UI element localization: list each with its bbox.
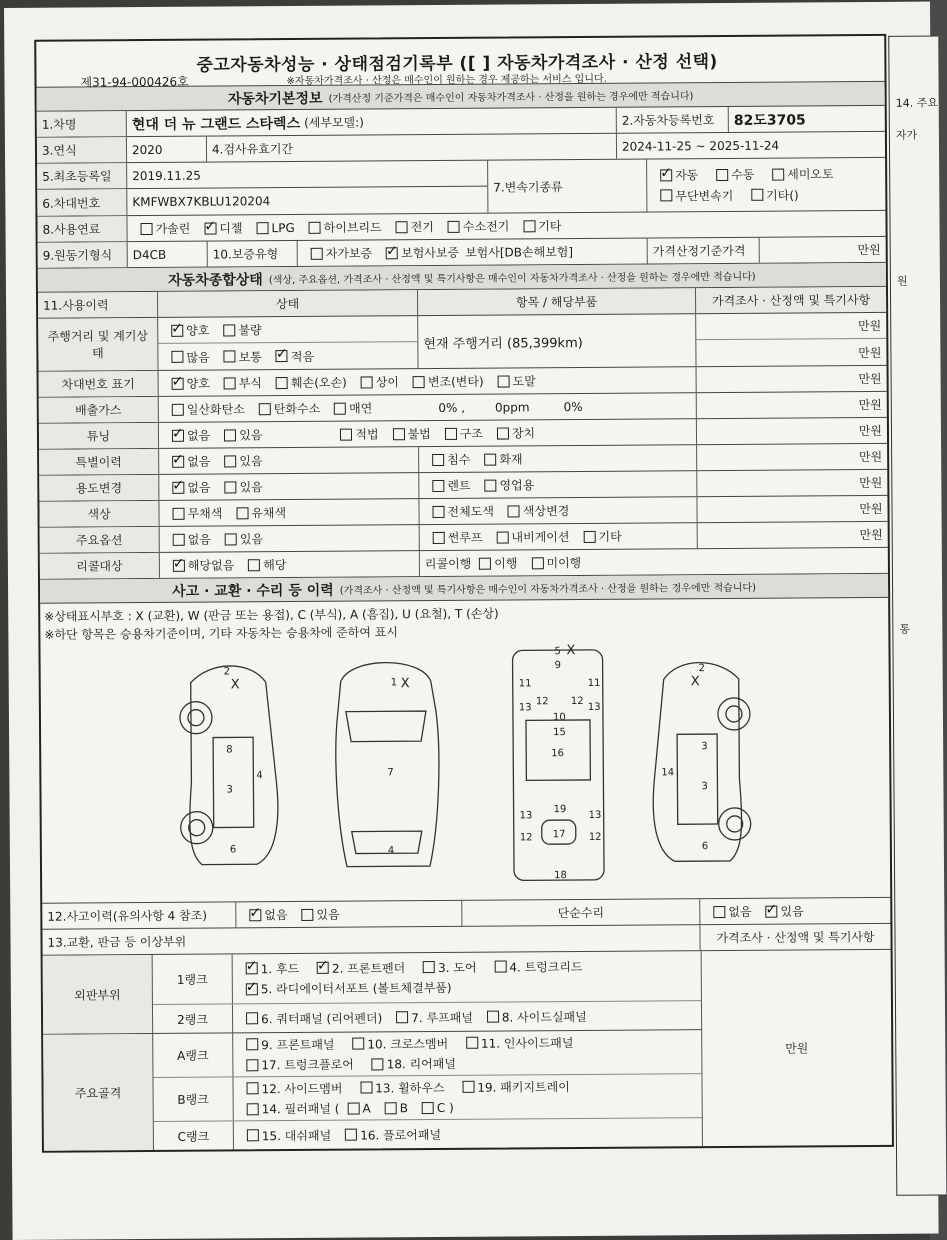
part-number: 4 bbox=[256, 770, 263, 782]
checkbox[interactable] bbox=[172, 377, 184, 389]
checkbox[interactable] bbox=[484, 479, 496, 491]
hc-value: 0ppm bbox=[494, 399, 530, 415]
option-label: 일산화탄소 bbox=[186, 402, 245, 417]
option-label: 해당없음 bbox=[187, 558, 235, 573]
option-label: 영업용 bbox=[499, 478, 535, 493]
document-number: 제31-94-000426호 bbox=[80, 74, 189, 90]
checkbox[interactable] bbox=[583, 530, 595, 542]
option-label: 있음 bbox=[239, 454, 263, 469]
option-label: 도말 bbox=[512, 374, 536, 389]
checkbox[interactable] bbox=[432, 453, 444, 465]
checkbox[interactable] bbox=[396, 1011, 408, 1023]
option-label: 썬루프 bbox=[447, 530, 483, 545]
part-number: 17 bbox=[552, 829, 566, 841]
column-header: 항목 / 해당부품 bbox=[418, 288, 696, 315]
checkbox[interactable] bbox=[246, 1012, 258, 1024]
option-label: 없음 bbox=[187, 480, 211, 495]
checkbox[interactable] bbox=[204, 222, 216, 234]
checkbox[interactable] bbox=[236, 507, 248, 519]
checkbox[interactable] bbox=[246, 1038, 258, 1050]
option-label: 보통 bbox=[238, 349, 262, 364]
checkbox[interactable] bbox=[496, 531, 508, 543]
unit-won: 만원 bbox=[857, 242, 881, 258]
unit-won: 만원 bbox=[858, 371, 882, 387]
checkbox[interactable] bbox=[173, 533, 185, 545]
checkbox[interactable] bbox=[361, 376, 373, 388]
part-number: 14 bbox=[661, 767, 675, 779]
label: 3.연식 bbox=[37, 137, 127, 163]
checkbox[interactable] bbox=[765, 905, 777, 917]
label: 색상 bbox=[39, 501, 159, 527]
checkbox[interactable] bbox=[276, 350, 288, 362]
label: 리콜대상 bbox=[40, 553, 160, 579]
section-title: 자동차종합상태 bbox=[168, 271, 263, 289]
option-label: 자가보증 bbox=[325, 246, 373, 261]
windshield-outline bbox=[346, 711, 426, 742]
checkbox[interactable] bbox=[386, 247, 398, 259]
checkbox[interactable] bbox=[224, 481, 236, 493]
option-label: 있음 bbox=[316, 907, 340, 922]
side-text: 원 bbox=[896, 274, 908, 288]
unit-won: 만원 bbox=[858, 345, 882, 360]
option-label: 14. 필러패널 ( bbox=[261, 1101, 340, 1117]
checkbox[interactable] bbox=[487, 1011, 499, 1023]
part-number: 13 bbox=[518, 702, 532, 714]
checkbox[interactable] bbox=[224, 429, 236, 441]
option-label: 적법 bbox=[355, 427, 379, 442]
checkbox[interactable] bbox=[448, 220, 460, 232]
option-label: 무채색 bbox=[187, 506, 223, 521]
wheel-icon bbox=[719, 808, 751, 840]
car-model-detail: (세부모델:) bbox=[304, 115, 364, 130]
unit-won: 만원 bbox=[858, 423, 883, 439]
engine-type: D4CB bbox=[128, 242, 208, 268]
option-label: 렌트 bbox=[447, 478, 471, 493]
rear-window-outline bbox=[352, 831, 422, 853]
part-number: 6 bbox=[229, 844, 237, 856]
checkbox[interactable] bbox=[372, 1058, 384, 1070]
part-number: 12 bbox=[570, 695, 584, 708]
unit-won: 만원 bbox=[859, 501, 883, 517]
label: 6.차대번호 bbox=[37, 189, 127, 216]
co-value: 0% , bbox=[438, 400, 466, 415]
section-note: (색상, 주요옵션, 가격조사 · 산정액 및 특기사항은 매수인이 자동차가격조사 · 산정을 원하는 경우에만 적습니다) bbox=[268, 271, 756, 287]
option-label: B bbox=[399, 1100, 408, 1116]
checkbox[interactable] bbox=[385, 1102, 397, 1114]
section-note: (가격조사 · 산정액 및 특기사항은 매수인이 자동차가격조사 · 산정을 원하는 경우에만 적습니다) bbox=[339, 582, 757, 597]
part-number: 4 bbox=[387, 845, 395, 857]
option-label: 탄화수소 bbox=[273, 401, 321, 417]
option-label: 전체도색 bbox=[447, 504, 494, 519]
checkbox[interactable] bbox=[423, 961, 435, 973]
part-number: 3 bbox=[701, 741, 708, 753]
option-label: A bbox=[362, 1101, 371, 1116]
label: 1.차명 bbox=[37, 111, 127, 137]
option-label: 훼손(오손) bbox=[290, 375, 347, 391]
label: 단순수리 bbox=[462, 899, 700, 926]
option-label: 3. 도어 bbox=[438, 960, 477, 975]
checkbox[interactable] bbox=[497, 427, 509, 439]
part-number: 13 bbox=[587, 701, 601, 713]
option-label: 10. 크로스멤버 bbox=[367, 1036, 449, 1051]
option-label: 5. 라디에이터서포트 (볼트체결부품) bbox=[260, 980, 452, 997]
checkbox[interactable] bbox=[660, 169, 672, 181]
checkbox[interactable] bbox=[311, 247, 323, 259]
section-title: 자동차기본정보 bbox=[227, 90, 323, 107]
unit-won: 만원 bbox=[859, 475, 883, 491]
row-reg-vin bbox=[37, 158, 885, 217]
part-number: 16 bbox=[551, 748, 564, 760]
checkbox[interactable] bbox=[172, 429, 184, 441]
option-label: 18. 리어패널 bbox=[386, 1056, 456, 1072]
car-door-outline bbox=[213, 737, 254, 827]
option-label: 내비게이션 bbox=[511, 530, 570, 545]
option-label: 침수 bbox=[447, 452, 471, 467]
option-label: 불법 bbox=[407, 427, 431, 442]
first-registration-date: 2019.11.25 bbox=[132, 168, 201, 183]
option-label: 디젤 bbox=[219, 221, 243, 236]
option-label: 15. 대쉬패널 bbox=[261, 1128, 332, 1143]
inspection-form bbox=[34, 34, 894, 1153]
checkbox[interactable] bbox=[246, 1059, 258, 1071]
option-label: 해당 bbox=[263, 558, 287, 573]
unit-won: 만원 bbox=[701, 950, 892, 1146]
legend-symbols: ※상태표시부호 : X (교환), W (판금 또는 용접), C (부식), A (흠집), U (요철), T (손상) bbox=[44, 606, 499, 624]
part-number: 7 bbox=[387, 767, 394, 779]
option-label: 없음 bbox=[187, 532, 211, 547]
part-number: 9 bbox=[554, 660, 562, 672]
label: 2랭크 bbox=[153, 1004, 233, 1033]
wheel-icon bbox=[181, 812, 213, 844]
label: 13.교환, 판금 등 이상부위 bbox=[42, 925, 700, 955]
checkbox[interactable] bbox=[716, 168, 728, 180]
checkbox[interactable] bbox=[141, 222, 153, 234]
checkbox[interactable] bbox=[494, 961, 506, 973]
option-label: 있음 bbox=[239, 428, 263, 443]
option-label: 화재 bbox=[499, 452, 523, 467]
label: A랭크 bbox=[153, 1033, 233, 1077]
option-label: 17. 트렁크플로어 bbox=[261, 1057, 354, 1073]
option-label: 없음 bbox=[186, 428, 211, 443]
option-label: 자동 bbox=[675, 168, 699, 183]
checkbox[interactable] bbox=[172, 455, 184, 467]
label: 특별이력 bbox=[39, 449, 159, 475]
label: 주행거리 및 계기상태 bbox=[38, 318, 158, 371]
checkbox[interactable] bbox=[523, 220, 535, 232]
inspection-period: 2024-11-25 ~ 2025-11-24 bbox=[621, 138, 780, 154]
part-number: 18 bbox=[554, 870, 567, 882]
option-label: 16. 플로어패널 bbox=[360, 1127, 442, 1143]
option-label: LPG bbox=[271, 220, 295, 235]
option-label: 기타 bbox=[538, 219, 562, 234]
vin: KMFWBX7KBLU120204 bbox=[132, 194, 271, 210]
checkbox[interactable] bbox=[247, 1103, 259, 1115]
insurance-company: 보험사[DB손해보험] bbox=[465, 245, 574, 260]
option-label: 많음 bbox=[186, 350, 210, 365]
option-label: 기타() bbox=[766, 187, 799, 203]
option-label: 부식 bbox=[238, 376, 263, 391]
side-text: 통 bbox=[899, 622, 911, 636]
unit-won: 만원 bbox=[858, 318, 882, 334]
option-label: 수동 bbox=[731, 167, 755, 182]
car-left-side-outline bbox=[189, 666, 279, 865]
section-title: 사고 · 교환 · 수리 등 이력 bbox=[172, 582, 334, 600]
checkbox[interactable] bbox=[508, 505, 520, 517]
part-number: 8 bbox=[226, 744, 233, 756]
current-mileage: 현재 주행거리 (85,399km) bbox=[418, 314, 696, 368]
side-text: 자가 bbox=[895, 128, 918, 142]
checkbox[interactable] bbox=[479, 557, 491, 569]
part-number: 2 bbox=[223, 666, 231, 678]
option-label: 불량 bbox=[238, 323, 262, 338]
part-number: 2 bbox=[698, 663, 706, 675]
checkbox[interactable] bbox=[172, 481, 184, 493]
label: 5.최초등록일 bbox=[37, 163, 127, 189]
service-note: ※자동차가격조사 · 산정은 매수인이 원하는 경우 제공하는 서비스 입니다. bbox=[286, 73, 607, 88]
checkbox[interactable] bbox=[247, 1129, 259, 1141]
checkbox[interactable] bbox=[484, 453, 496, 465]
option-label: 이행 bbox=[494, 556, 518, 571]
label: 용도변경 bbox=[39, 475, 159, 501]
option-label: 6. 쿼터패널 (리어펜더) bbox=[261, 1010, 383, 1026]
checkbox[interactable] bbox=[224, 455, 236, 467]
checkbox[interactable] bbox=[433, 531, 445, 543]
checkbox[interactable] bbox=[172, 403, 184, 415]
option-label: 8. 사이드실패널 bbox=[501, 1009, 587, 1025]
checkbox[interactable] bbox=[276, 377, 288, 389]
next-page-edge bbox=[888, 35, 946, 1195]
exchange-mark: X bbox=[566, 643, 576, 659]
exchange-mark: X bbox=[690, 674, 700, 690]
checkbox[interactable] bbox=[445, 427, 457, 439]
checkbox[interactable] bbox=[531, 557, 543, 569]
checkbox[interactable] bbox=[751, 189, 763, 201]
checkbox[interactable] bbox=[660, 189, 672, 201]
checkbox[interactable] bbox=[360, 1082, 372, 1094]
checkbox[interactable] bbox=[225, 533, 237, 545]
wheel-icon bbox=[189, 820, 205, 836]
option-label: 13. 휠하우스 bbox=[375, 1080, 445, 1096]
option-label: 상이 bbox=[375, 375, 399, 390]
option-label: 기타 bbox=[598, 529, 622, 544]
checkbox[interactable] bbox=[462, 1081, 474, 1093]
option-label: 2. 프론트펜더 bbox=[331, 960, 406, 976]
car-top-outline bbox=[335, 662, 439, 866]
smoke-value: 0% bbox=[563, 399, 583, 414]
label: 배출가스 bbox=[39, 397, 159, 423]
label: 외판부위 bbox=[43, 955, 154, 1034]
legend-note: ※하단 항목은 승용차기준이며, 기타 자동차는 승용차에 준하여 표시 bbox=[44, 625, 398, 642]
paper-sheet bbox=[4, 2, 939, 1240]
checkbox[interactable] bbox=[223, 324, 235, 336]
option-label: 전기 bbox=[410, 220, 434, 235]
option-label: C ) bbox=[436, 1100, 454, 1115]
checkbox[interactable] bbox=[224, 350, 236, 362]
part-number: 5 bbox=[554, 646, 561, 658]
option-label: 4. 트렁크리드 bbox=[509, 959, 583, 974]
part-number: 15 bbox=[553, 727, 566, 739]
label: 주요골격 bbox=[43, 1034, 154, 1151]
checkbox[interactable] bbox=[340, 428, 352, 440]
checkbox[interactable] bbox=[432, 505, 444, 517]
part-number: 12 bbox=[519, 832, 533, 844]
checkbox[interactable] bbox=[173, 559, 185, 571]
checkbox[interactable] bbox=[393, 428, 405, 440]
exchange-table bbox=[43, 950, 892, 1151]
unit-won: 만원 bbox=[859, 527, 883, 543]
checkbox[interactable] bbox=[259, 403, 271, 415]
label: 1랭크 bbox=[153, 954, 233, 1004]
option-label: 무단변속기 bbox=[675, 188, 734, 203]
part-number: 12 bbox=[588, 831, 602, 843]
label: 4.검사유효기간 bbox=[207, 134, 617, 162]
option-label: 1. 후드 bbox=[260, 961, 300, 976]
checkbox[interactable] bbox=[317, 962, 329, 974]
option-label: 미이행 bbox=[546, 555, 582, 571]
checkbox[interactable] bbox=[432, 479, 444, 491]
section-note: (가격산정 기준가격은 매수인이 자동차가격조사 · 산정을 원하는 경우에만 적습니다) bbox=[328, 91, 694, 105]
column-header: 가격조사 · 산정액 및 특기사항 bbox=[711, 292, 871, 309]
label: B랭크 bbox=[153, 1077, 233, 1121]
part-number: 10 bbox=[552, 712, 566, 724]
unit-won: 만원 bbox=[858, 397, 882, 413]
checkbox[interactable] bbox=[224, 377, 236, 389]
checkbox[interactable] bbox=[498, 375, 510, 387]
checkbox[interactable] bbox=[247, 1082, 259, 1094]
option-label: 12. 사이드멤버 bbox=[261, 1081, 343, 1096]
checkbox[interactable] bbox=[347, 1102, 359, 1114]
checkbox[interactable] bbox=[256, 222, 268, 234]
column-header: 상태 bbox=[158, 290, 418, 317]
registration-number: 82도3705 bbox=[733, 111, 806, 129]
option-label: 장치 bbox=[511, 426, 536, 441]
option-label: 하이브리드 bbox=[323, 220, 382, 235]
checkbox[interactable] bbox=[246, 962, 258, 974]
label: 리콜이행 bbox=[424, 556, 472, 572]
option-label: 수소전기 bbox=[462, 219, 510, 234]
option-label: 변조(변타) bbox=[427, 374, 484, 390]
car-door-outline bbox=[677, 734, 718, 824]
part-number: 6 bbox=[701, 841, 709, 853]
label: 12.사고이력(유의사항 4 참조) bbox=[42, 902, 236, 928]
label: 8.사용연료 bbox=[37, 216, 127, 242]
side-text: 14. 주요 bbox=[895, 96, 938, 110]
label: 9.원동기형식 bbox=[38, 242, 128, 268]
label: 튜닝 bbox=[39, 423, 159, 449]
part-number: 11 bbox=[518, 678, 532, 690]
option-label: 가솔린 bbox=[155, 221, 191, 236]
part-number: 3 bbox=[226, 784, 233, 796]
label: 가격산정기준가격 bbox=[648, 238, 760, 264]
checkbox[interactable] bbox=[249, 909, 261, 921]
checkbox[interactable] bbox=[246, 983, 258, 995]
option-label: 있음 bbox=[780, 904, 804, 919]
row-mileage bbox=[38, 313, 886, 372]
option-label: 있음 bbox=[239, 480, 263, 495]
unit-won: 만원 bbox=[858, 449, 883, 465]
checkbox[interactable] bbox=[466, 1037, 478, 1049]
part-number: 1 bbox=[390, 677, 398, 689]
checkbox[interactable] bbox=[413, 376, 425, 388]
checkbox[interactable] bbox=[396, 221, 408, 233]
checkbox[interactable] bbox=[422, 1102, 434, 1114]
option-label: 없음 bbox=[264, 908, 288, 923]
option-label: 9. 프론트패널 bbox=[261, 1037, 335, 1052]
checkbox[interactable] bbox=[334, 402, 346, 414]
column-header: 11.사용이력 bbox=[38, 292, 158, 318]
option-label: 보험사보증 bbox=[401, 245, 460, 261]
label: 7.변속기종류 bbox=[487, 160, 647, 213]
checkbox[interactable] bbox=[248, 559, 260, 571]
part-number: 11 bbox=[587, 677, 601, 689]
car-name: 현대 더 뉴 그랜드 스타렉스 bbox=[131, 115, 301, 133]
form-title-row bbox=[36, 36, 884, 88]
checkbox[interactable] bbox=[301, 908, 313, 920]
option-label: 구조 bbox=[459, 426, 483, 441]
form-title: 중고자동차성능 · 상태점검기록부 ([ ] 자동차가격조사 · 산정 선택) bbox=[196, 52, 718, 76]
wheel-icon bbox=[718, 698, 750, 730]
part-number: 19 bbox=[553, 804, 567, 816]
model-year: 2020 bbox=[127, 137, 207, 163]
checkbox[interactable] bbox=[352, 1038, 364, 1050]
checkbox[interactable] bbox=[172, 507, 184, 519]
label: 차대번호 표기 bbox=[39, 371, 159, 397]
option-label: 없음 bbox=[187, 454, 211, 469]
option-label: 있음 bbox=[239, 532, 264, 547]
label: 주요옵션 bbox=[40, 527, 160, 553]
exchange-mark: X bbox=[400, 676, 410, 692]
option-label: 11. 인사이드패널 bbox=[480, 1035, 574, 1051]
label: 10.보증유형 bbox=[208, 241, 298, 267]
car-diagram-svg bbox=[40, 638, 890, 902]
checkbox[interactable] bbox=[713, 905, 725, 917]
checkbox[interactable] bbox=[772, 168, 784, 180]
part-number: 13 bbox=[588, 809, 602, 821]
option-label: 색상변경 bbox=[522, 504, 570, 519]
option-label: 19. 패키지트레이 bbox=[477, 1079, 570, 1095]
part-number: 13 bbox=[519, 810, 533, 822]
damage-diagram bbox=[40, 598, 890, 904]
checkbox[interactable] bbox=[171, 351, 183, 363]
label: C랭크 bbox=[154, 1121, 234, 1150]
exchange-mark: X bbox=[230, 677, 240, 693]
part-number: 3 bbox=[701, 781, 708, 793]
part-number: 12 bbox=[535, 696, 549, 708]
checkbox[interactable] bbox=[171, 324, 183, 336]
option-label: 적음 bbox=[290, 349, 315, 364]
option-label: 세미오토 bbox=[787, 167, 834, 182]
option-label: 7. 루프패널 bbox=[411, 1010, 473, 1025]
option-label: 양호 bbox=[186, 323, 210, 338]
label: 2.자동차등록번호 bbox=[617, 107, 729, 133]
option-label: 없음 bbox=[728, 904, 752, 919]
car-right-side-outline bbox=[652, 662, 742, 861]
option-label: 매연 bbox=[349, 401, 373, 416]
wheel-icon bbox=[180, 702, 212, 734]
checkbox[interactable] bbox=[309, 221, 321, 233]
wheel-icon bbox=[727, 816, 743, 832]
option-label: 유채색 bbox=[251, 506, 287, 521]
checkbox[interactable] bbox=[345, 1129, 357, 1141]
column-header: 가격조사 · 산정액 및 특기사항 bbox=[716, 929, 875, 946]
option-label: 양호 bbox=[186, 376, 210, 391]
